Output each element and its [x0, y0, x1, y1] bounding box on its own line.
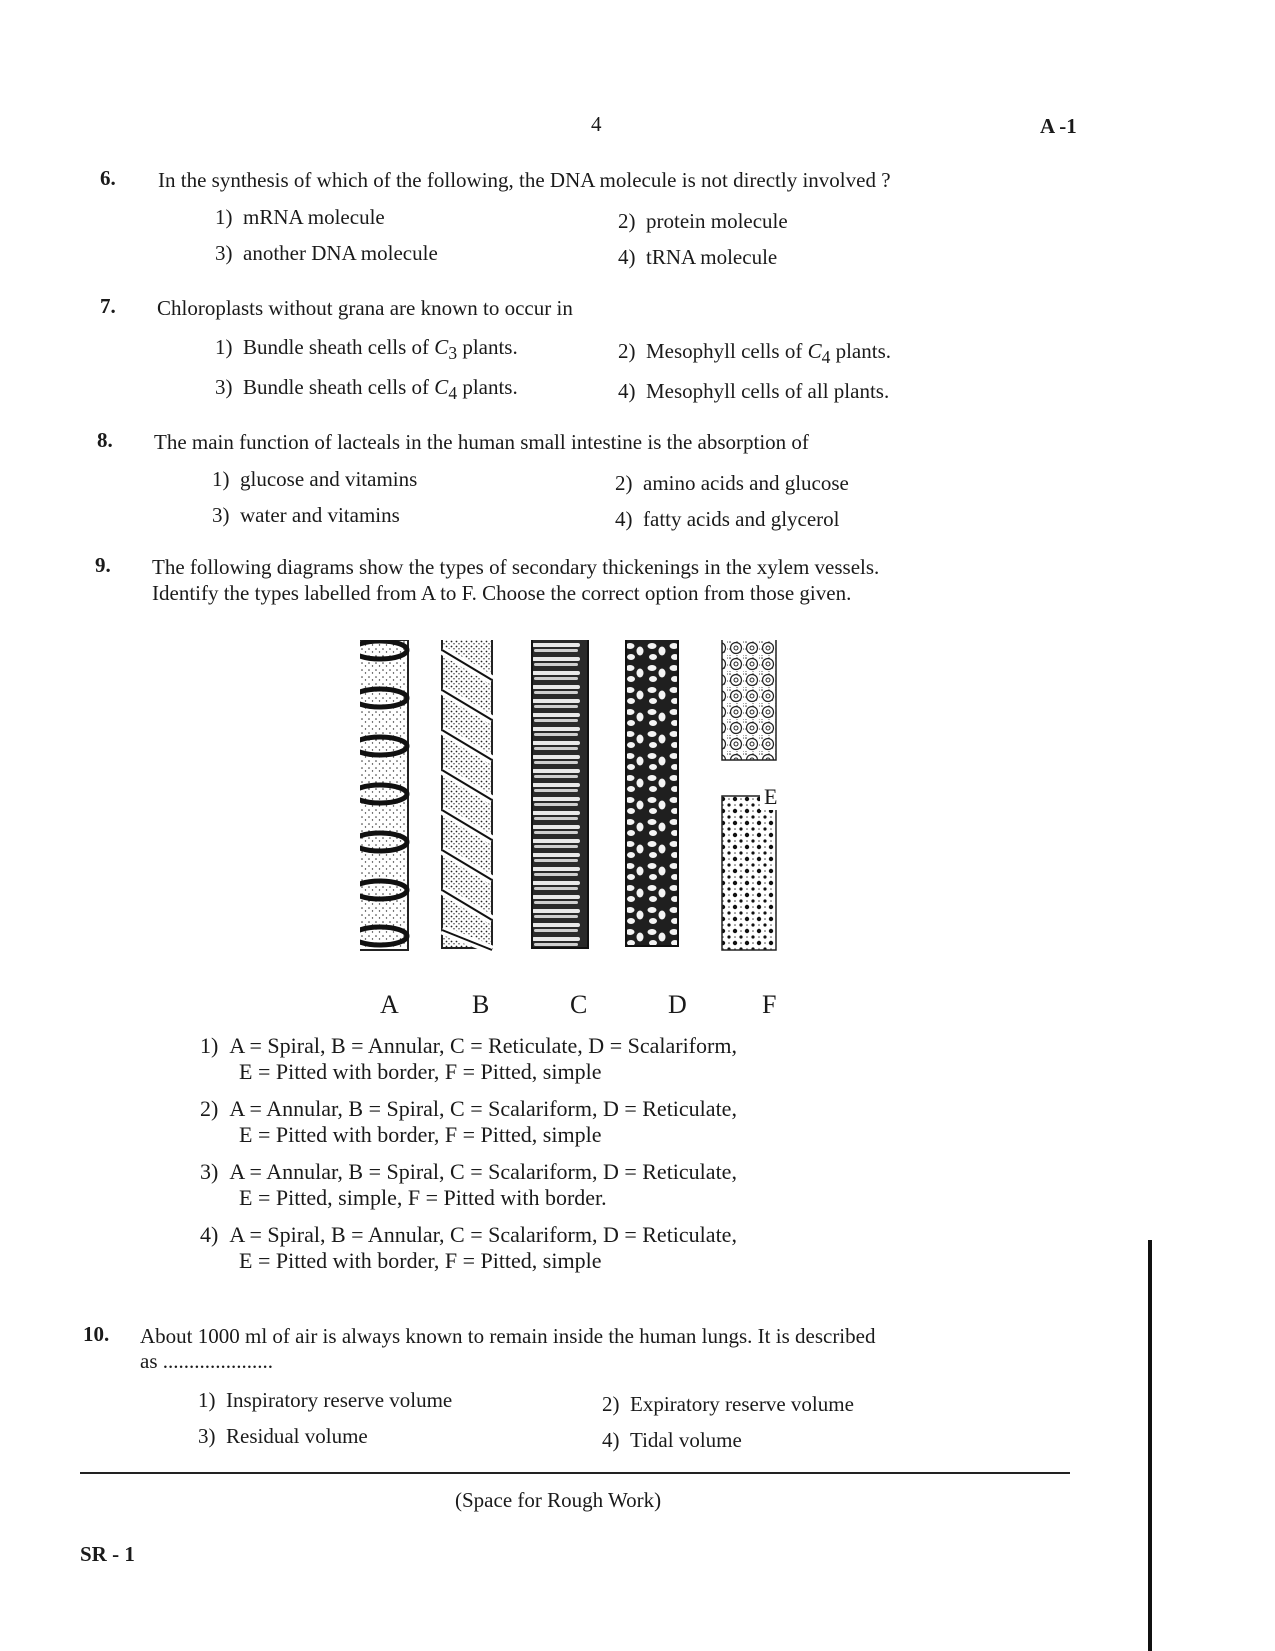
vessel-spiral	[442, 640, 492, 950]
option-variable: C	[434, 375, 449, 399]
q7-option-1[interactable]	[215, 335, 518, 364]
q7-number: 7.	[100, 294, 116, 318]
vessel-reticulate	[626, 640, 678, 946]
vessel-label-f: F	[762, 990, 777, 1019]
option-line2: E = Pitted, simple, F = Pitted with border.	[239, 1185, 607, 1210]
option-number: 4)	[200, 1222, 219, 1247]
option-line1: A = Spiral, B = Annular, C = Reticulate, D = Scalariform,	[229, 1033, 737, 1058]
page-number: 4	[591, 112, 602, 136]
option-text: mRNA molecule	[243, 205, 385, 229]
option-subscript: 4	[821, 347, 831, 368]
vessel-label-e: E	[760, 784, 781, 810]
q8-option-3[interactable]	[212, 503, 400, 528]
q9-option-2[interactable]	[200, 1096, 737, 1148]
page-divider	[80, 1472, 1070, 1474]
option-line1: A = Annular, B = Spiral, C = Scalariform, D = Reticulate,	[229, 1096, 737, 1121]
option-subscript: 3	[448, 343, 458, 364]
option-line1: A = Spiral, B = Annular, C = Scalariform, D = Reticulate,	[229, 1222, 737, 1247]
option-text-end: plants.	[830, 339, 891, 363]
q9-text-line1: The following diagrams show the types of secondary thickenings in the xylem vessels.	[152, 555, 880, 579]
q7-text: Chloroplasts without grana are known to occur in	[157, 296, 573, 320]
option-number: 3)	[200, 1159, 219, 1184]
scan-margin-bar	[1148, 1240, 1152, 1651]
option-number: 2)	[615, 471, 633, 495]
option-number: 2)	[618, 209, 636, 233]
vessel-label-a: A	[380, 990, 399, 1019]
q10-number: 10.	[83, 1322, 110, 1346]
option-text-end: plants.	[457, 335, 518, 359]
q8-option-1[interactable]	[212, 467, 417, 492]
option-number: 1)	[215, 205, 233, 229]
option-number: 1)	[212, 467, 230, 491]
q9-option-1[interactable]	[200, 1033, 737, 1085]
option-text-end: plants.	[457, 375, 518, 399]
option-number: 3)	[212, 503, 230, 527]
q10-option-1[interactable]	[198, 1388, 452, 1413]
q6-option-1[interactable]	[215, 205, 385, 230]
q6-option-3[interactable]	[215, 241, 438, 266]
option-variable: C	[807, 339, 822, 363]
q6-text: In the synthesis of which of the following, the DNA molecule is not directly involved ?	[158, 168, 891, 192]
option-number: 1)	[200, 1033, 219, 1058]
vessel-annular	[360, 640, 408, 950]
option-text: Bundle sheath cells of	[243, 335, 435, 359]
vessel-bordered-pitted	[722, 640, 776, 760]
vessel-simple-pitted	[722, 796, 776, 950]
option-text: Inspiratory reserve volume	[226, 1388, 453, 1412]
option-number: 3)	[198, 1424, 216, 1448]
paper-code: A -1	[1040, 114, 1077, 138]
q8-option-4[interactable]	[615, 507, 840, 532]
q8-number: 8.	[97, 428, 113, 452]
vessel-label-d: D	[668, 990, 687, 1019]
q10-option-2[interactable]	[602, 1392, 854, 1417]
q9-text-line2: Identify the types labelled from A to F. Choose the correct option from those given.	[152, 581, 852, 605]
option-text: water and vitamins	[240, 503, 400, 527]
option-subscript: 4	[448, 383, 458, 404]
option-line2: E = Pitted with border, F = Pitted, simple	[239, 1248, 602, 1273]
option-line2: E = Pitted with border, F = Pitted, simple	[239, 1122, 602, 1147]
q8-text: The main function of lacteals in the human small intestine is the absorption of	[154, 430, 809, 454]
option-line1: A = Annular, B = Spiral, C = Scalariform, D = Reticulate,	[229, 1159, 737, 1184]
option-number: 1)	[198, 1388, 216, 1412]
option-number: 4)	[618, 245, 636, 269]
option-text: protein molecule	[646, 209, 788, 233]
option-number: 2)	[200, 1096, 219, 1121]
vessel-label-b: B	[472, 990, 490, 1019]
option-text: Expiratory reserve volume	[630, 1392, 854, 1416]
option-text: fatty acids and glycerol	[643, 507, 840, 531]
option-text: amino acids and glucose	[643, 471, 849, 495]
option-text: Mesophyll cells of	[646, 339, 808, 363]
vessel-scalariform	[532, 640, 588, 948]
option-text: Residual volume	[226, 1424, 368, 1448]
option-number: 4)	[602, 1428, 620, 1452]
option-text: tRNA molecule	[646, 245, 778, 269]
option-number: 4)	[618, 379, 636, 403]
q7-option-3[interactable]	[215, 375, 518, 404]
q9-option-4[interactable]	[200, 1222, 737, 1274]
q10-option-4[interactable]	[602, 1428, 742, 1453]
q9-option-3[interactable]	[200, 1159, 737, 1211]
option-text: Mesophyll cells of all plants.	[646, 379, 890, 403]
q7-option-2[interactable]	[618, 339, 891, 368]
q10-option-3[interactable]	[198, 1424, 368, 1449]
q9-number: 9.	[95, 553, 111, 577]
option-text: glucose and vitamins	[240, 467, 418, 491]
option-number: 3)	[215, 241, 233, 265]
rough-work-label: (Space for Rough Work)	[455, 1488, 662, 1512]
option-number: 1)	[215, 335, 233, 359]
option-number: 2)	[602, 1392, 620, 1416]
option-line2: E = Pitted with border, F = Pitted, simple	[239, 1059, 602, 1084]
option-text: Bundle sheath cells of	[243, 375, 435, 399]
series-code: SR - 1	[80, 1542, 135, 1566]
q6-option-4[interactable]	[618, 245, 777, 270]
xylem-vessels-diagram	[360, 640, 830, 1010]
q6-number: 6.	[100, 166, 116, 190]
option-variable: C	[434, 335, 449, 359]
q8-option-2[interactable]	[615, 471, 849, 496]
vessel-label-c: C	[570, 990, 588, 1019]
q7-option-4[interactable]	[618, 379, 889, 404]
option-number: 4)	[615, 507, 633, 531]
option-text: Tidal volume	[630, 1428, 742, 1452]
option-text: another DNA molecule	[243, 241, 438, 265]
q10-text-line2: as .....................	[140, 1349, 273, 1373]
option-number: 3)	[215, 375, 233, 399]
q6-option-2[interactable]	[618, 209, 788, 234]
option-number: 2)	[618, 339, 636, 363]
q10-text-line1: About 1000 ml of air is always known to remain inside the human lungs. It is described	[140, 1324, 876, 1348]
